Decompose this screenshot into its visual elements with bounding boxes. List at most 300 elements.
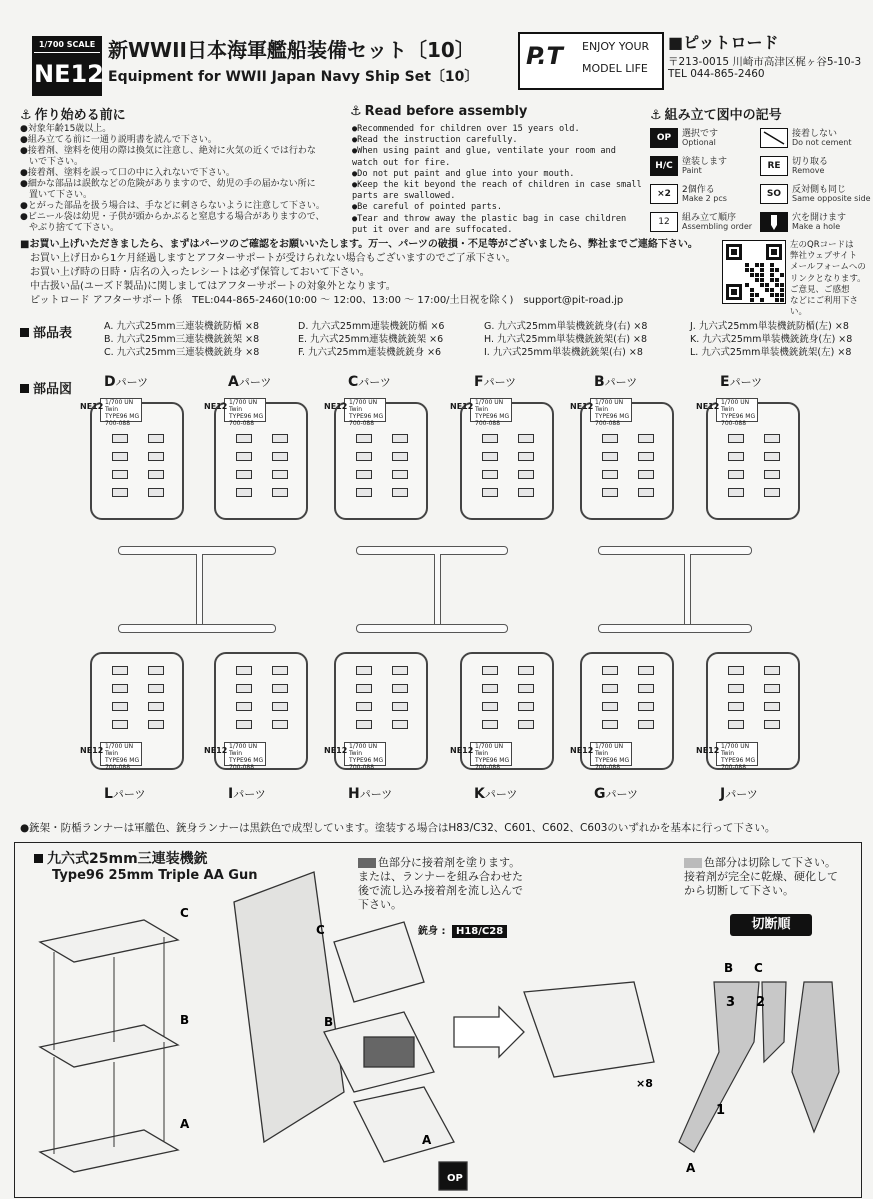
sprue-part [638, 702, 654, 711]
support-line: ピットロード アフターサポート係 TEL:044-865-2460(10:00 ～ 12:00、13:00 ～ 17:00/土日祝を除く) support@pit-road.jp [20, 295, 624, 306]
sprue-tag-line: 700-088 [475, 420, 501, 427]
sprue-code: NE12 [696, 746, 720, 755]
sprue-part [638, 488, 654, 497]
list-item: ●対象年齢15歳以上。 [20, 124, 112, 134]
sprue-code: NE12 [570, 402, 594, 411]
sprue-part [482, 434, 498, 443]
scale-badge [32, 36, 102, 96]
sprue-part [148, 434, 164, 443]
qr-note-line: ご意見、ご感想 [790, 284, 850, 295]
logo-slogan-1: ENJOY YOUR [582, 40, 650, 53]
list-item: 置いて下さい。 [20, 190, 93, 200]
sprue-tag-line: Twin TYPE96 MG [475, 406, 510, 420]
sprue-tag [590, 398, 632, 427]
sprue-part [236, 666, 252, 675]
sprue-tag-line: 1/700 UN [349, 743, 378, 750]
part-entry: G. 九六式25mm単装機銃銃身(右) ×8 [484, 321, 648, 332]
sprue-tag-line: 700-088 [105, 420, 131, 427]
part-entry: J. 九六式25mm単装機銃防楯(左) ×8 [690, 321, 849, 332]
sprue-part [482, 470, 498, 479]
parts-list-col2 [298, 320, 444, 359]
sprue-tag-line: 1/700 UN [595, 399, 624, 406]
sprue-part [392, 684, 408, 693]
sprue-bottom-4 [570, 652, 674, 771]
sprue-part [602, 488, 618, 497]
runner-bar [118, 624, 276, 633]
sprue-suffix: パーツ [233, 788, 266, 801]
before-jp-title: 作り始める前に [34, 108, 126, 123]
symbol-en: Optional [682, 138, 716, 147]
sprue-part [602, 684, 618, 693]
symbol-en: Assembling order [682, 222, 753, 231]
qr-note-line: リンクとなります。 [790, 273, 866, 284]
sprue-code: NE12 [696, 402, 720, 411]
sprue-suffix: パーツ [605, 788, 639, 801]
sprue-part [518, 666, 534, 675]
sprue-part [602, 452, 618, 461]
sprue-tag-line: 700-088 [349, 420, 375, 427]
cut-order-badge: 切断順 [730, 914, 812, 936]
sprue-part [272, 452, 288, 461]
sprue-part [518, 720, 534, 729]
title-english: Equipment for WWII Japan Navy Ship Set〔10〕 [108, 69, 479, 85]
sprue-tag-line: Twin TYPE96 MG [349, 406, 384, 420]
sprue-suffix: パーツ [483, 376, 517, 389]
sprue-letter: L [104, 786, 113, 802]
list-item: いで下さい。 [20, 157, 84, 167]
sprue-letter: K [474, 786, 485, 802]
runner-stem [434, 554, 441, 624]
part-entry: I. 九六式25mm単装機銃銃架(右) ×8 [484, 347, 643, 358]
part-entry: C. 九六式25mm三連装機銃銃身 ×8 [104, 347, 260, 358]
sprue-letter: C [348, 374, 359, 390]
cut-note-line: から切断して下さい。 [684, 884, 794, 897]
sprue-part [392, 434, 408, 443]
sprue-suffix: パーツ [604, 376, 638, 389]
cut-step-3: 3 [726, 995, 736, 1010]
sprue-part [272, 684, 288, 693]
list-item: ●Do not put paint and glue into your mouth. [352, 168, 575, 179]
runner-cut-strip-2 [762, 982, 786, 1062]
arrow-right [454, 1007, 524, 1057]
sprue-part [392, 666, 408, 675]
list-item: put it over and are suffocated. [352, 224, 513, 235]
sprue-tag [590, 742, 632, 771]
part-entry: A. 九六式25mm三連装機銃防楯 ×8 [104, 321, 259, 332]
sprue-tag-line: 700-088 [721, 420, 747, 427]
sprue-part [764, 434, 780, 443]
sprue-suffix: パーツ [238, 376, 272, 389]
sprue-part [518, 488, 534, 497]
before-en-title: Read before assembly [364, 104, 528, 119]
cut-note-text: 色部分は切除して下さい。 [704, 856, 836, 869]
symbol-jp: 選択です [682, 129, 719, 139]
runner-stem [684, 554, 691, 624]
qr-code[interactable] [722, 240, 786, 304]
sprue-part [356, 666, 372, 675]
list-item: ●Tear and throw away the plastic bag in case children [352, 213, 627, 224]
logo-slogan-2: MODEL LIFE [582, 62, 648, 75]
list-item: parts are swallowed. [352, 191, 456, 202]
sprue-part [392, 452, 408, 461]
sprue-part [356, 488, 372, 497]
sprue-part [236, 470, 252, 479]
symbol-jp: 組み立て順序 [682, 213, 737, 223]
symbol-jp: 反対側も同じ [792, 185, 847, 195]
sprue-part [392, 470, 408, 479]
sprue-tag-line: 1/700 UN [105, 399, 134, 406]
glue-note-line: 後で流し込み接着剤を流し込んで [358, 884, 523, 897]
sprue-bottom-0 [80, 652, 184, 771]
sprue-part [518, 702, 534, 711]
brand-name: ■ピットロード [668, 33, 779, 52]
sprue-tag-line: Twin TYPE96 MG [229, 406, 264, 420]
paint-icon: H/C [650, 156, 678, 176]
sprue-label-bottom [720, 786, 758, 802]
sprue-part [728, 684, 744, 693]
list-item: ●細かな部品は誤飲などの危険がありますので、幼児の手の届かない所に [20, 179, 316, 189]
symbol-jp: 接着しない [792, 129, 838, 139]
sprue-code: NE12 [204, 746, 228, 755]
sprue-code: NE12 [324, 746, 348, 755]
label-stack-b: B [180, 1013, 190, 1027]
sprue-suffix: パーツ [112, 788, 146, 801]
sprue-tag-line: 1/700 UN [475, 743, 504, 750]
sprue-tag-line: 700-088 [229, 764, 255, 771]
sprue-tag-line: 1/700 UN [229, 743, 258, 750]
sprue-code: NE12 [80, 746, 104, 755]
list-item: watch out for fire. [352, 157, 451, 168]
sprue-part [638, 684, 654, 693]
parts-diagram-title: 部品図 [33, 382, 73, 397]
cut-step-2: 2 [756, 995, 766, 1010]
sprue-tag-line: 700-088 [475, 764, 501, 771]
sprue-part [356, 720, 372, 729]
sprue-part [148, 470, 164, 479]
sprue-part [356, 702, 372, 711]
logo-mark: P.T [526, 42, 563, 70]
order-icon: 12 [650, 212, 678, 232]
sprue-part [236, 684, 252, 693]
sprue-tag [100, 742, 142, 771]
qr-note-line: などにご利用下さい。 [790, 296, 859, 318]
support-line: 中古扱い品(ユーズド製品)に関しましてはアフターサポートの対象外となります。 [20, 281, 396, 292]
sprue-part [638, 452, 654, 461]
sprue-bottom-3 [450, 652, 554, 771]
sprue-letter: E [720, 374, 730, 390]
sprue-part [728, 702, 744, 711]
times-two-icon: ×2 [650, 184, 678, 204]
assembly-drawing [14, 842, 860, 1196]
sprue-tag-line: 1/700 UN [475, 399, 504, 406]
cut-step-1: 1 [716, 1103, 726, 1118]
sprue-suffix: パーツ [725, 788, 758, 801]
sprue-tag [470, 398, 512, 427]
gun-assembly [234, 872, 654, 1190]
sprue-tag-line: 1/700 UN [105, 743, 134, 750]
symbol-legend [650, 128, 871, 238]
op-icon: OP [447, 1173, 463, 1184]
sprue-bottom-2 [324, 652, 428, 771]
parts-list-col3 [484, 320, 647, 359]
sprue-part [482, 720, 498, 729]
sprue-tag-line: Twin TYPE96 MG [105, 406, 140, 420]
sprue-part [518, 434, 534, 443]
sprue-part [112, 452, 128, 461]
before-jp-list [20, 124, 325, 234]
sprue-part [272, 702, 288, 711]
sprue-part [148, 684, 164, 693]
symbol-en: Make 2 pcs [682, 194, 727, 203]
before-en-list [352, 124, 642, 236]
sprue-edge [234, 872, 344, 1142]
runner-color-note: ●銃架・防楯ランナーは軍艦色、銃身ランナーは黒鉄色で成型しています。塗装する場合はH83/C32、C601、C602、C603のいずれかを基本に行って下さい。 [20, 822, 776, 834]
sprue-label-bottom [348, 786, 392, 802]
sprue-part [112, 434, 128, 443]
sprue-tag [224, 398, 266, 427]
sprue-top-0 [80, 399, 184, 520]
sprue-code: NE12 [570, 746, 594, 755]
sprue-tag [716, 398, 758, 427]
list-item: ●Be careful of pointed parts. [352, 202, 503, 213]
glue-note-text: 色部分に接着剤を塗ります。 [378, 856, 521, 869]
sprue-part [482, 666, 498, 675]
sprue-part [236, 488, 252, 497]
sprue-suffix: パーツ [729, 376, 763, 389]
sprue-part [602, 702, 618, 711]
before-jp-heading [20, 104, 126, 123]
sprue-tag-line: 1/700 UN [349, 399, 378, 406]
part-entry: E. 九六式25mm連装機銃銃架 ×6 [298, 334, 444, 345]
sprue-part [356, 684, 372, 693]
part-entry: B. 九六式25mm三連装機銃銃架 ×8 [104, 334, 260, 345]
sprue-tag [344, 742, 386, 771]
sprue-part [148, 488, 164, 497]
sprue-tag-line: 700-088 [721, 764, 747, 771]
sprue-tag-line: Twin TYPE96 MG [721, 750, 756, 764]
sprue-tag-line: 700-088 [229, 420, 255, 427]
sprue-tag-line: 700-088 [595, 764, 621, 771]
support-notice [20, 238, 698, 308]
part-entry: D. 九六式25mm連装機銃防楯 ×6 [298, 321, 445, 332]
sprue-bottom-5 [696, 652, 800, 771]
sprue-part [112, 488, 128, 497]
sprue-part [272, 434, 288, 443]
part-entry: F. 九六式25mm連装機銃銃身 ×6 [298, 347, 442, 358]
sprue-part [764, 470, 780, 479]
label-stack-c: C [180, 906, 189, 920]
remove-icon: RE [760, 156, 788, 176]
sprue-part [728, 666, 744, 675]
runner-bar [598, 546, 752, 555]
sprue-part [518, 452, 534, 461]
qr-note [790, 240, 873, 318]
sprue-letter: D [104, 374, 116, 390]
symbols-title: 組み立て図中の記号 [664, 108, 782, 123]
sprue-part [728, 452, 744, 461]
sprue-suffix: パーツ [359, 788, 393, 801]
sprue-tag-line: Twin TYPE96 MG [229, 750, 264, 764]
sprue-suffix: パーツ [484, 788, 518, 801]
cut-note-line: 接着剤が完全に乾燥、硬化して [684, 870, 838, 883]
sprue-tag [224, 742, 266, 771]
sprue-label-bottom [594, 786, 638, 802]
part-entry: L. 九六式25mm単装機銃銃架(左) ×8 [690, 347, 852, 358]
sprue-part [482, 702, 498, 711]
symbol-en: Same opposite side [792, 194, 871, 203]
before-en-heading [350, 104, 527, 119]
qr-note-line: メールフォームへの [790, 262, 866, 273]
list-item: ●ビニール袋は幼児・子供が頭からかぶると窒息する場合がありますので、 [20, 212, 325, 222]
sprue-label-top [104, 374, 148, 390]
runner-stem [196, 554, 203, 624]
sprue-part [112, 684, 128, 693]
part-entry: H. 九六式25mm単装機銃銃架(右) ×8 [484, 334, 648, 345]
sprue-letter: J [720, 786, 726, 802]
sprue-part [272, 720, 288, 729]
shield-a [354, 1087, 454, 1162]
cut-label-c: C [754, 961, 763, 975]
symbol-jp: 塗装します [682, 157, 728, 167]
parts-list-title: 部品表 [33, 326, 73, 341]
barrel-c [334, 922, 424, 1002]
sprue-a-tray [40, 1130, 178, 1172]
symbol-en: Do not cement [792, 138, 852, 147]
qr-note-line: 左のQRコードは [790, 240, 854, 250]
sprue-label-top [228, 374, 271, 390]
sprue-part [638, 666, 654, 675]
brand-tel: TEL 044-865-2460 [668, 68, 765, 80]
sprue-part [148, 452, 164, 461]
assembly-title-en: Type96 25mm Triple AA Gun [52, 868, 258, 883]
sprue-part [392, 488, 408, 497]
parts-list-heading [20, 322, 72, 341]
list-item: ●Keep the kit beyond the reach of children in case small [352, 180, 642, 191]
symbols-heading [650, 104, 782, 123]
sprue-part [602, 720, 618, 729]
symbol-en: Remove [792, 166, 825, 175]
sprue-part [356, 434, 372, 443]
assembly-title-jp: 九六式25mm三連装機銃 [47, 851, 208, 867]
qr-note-line: 弊社ウェブサイト [790, 251, 858, 262]
sprue-tag [344, 398, 386, 427]
sprue-letter: G [594, 786, 606, 802]
sprue-tag-line: 1/700 UN [229, 399, 258, 406]
sprue-part [482, 684, 498, 693]
sprue-letter: B [594, 374, 605, 390]
title-japanese: 新WWII日本海軍艦船装備セット〔10〕 [108, 38, 475, 62]
no-cement-icon [760, 128, 788, 148]
sprue-tag-line: Twin TYPE96 MG [595, 406, 630, 420]
runner-bar [356, 546, 508, 555]
brand-logo [518, 32, 664, 90]
anchor-icon: ⚓ [350, 104, 362, 119]
parts-list-col4 [690, 320, 852, 359]
scale-label: 1/700 SCALE [34, 38, 100, 52]
sprue-diagram [0, 370, 873, 840]
sprue-part [272, 666, 288, 675]
list-item: ●Recommended for children over 15 years old. [352, 124, 580, 134]
runner-cut-strip [679, 982, 759, 1152]
sprue-part [764, 684, 780, 693]
symbol-jp: 穴を開けます [792, 213, 847, 223]
list-item: ●接着剤、塗料を使用の際は換気に注意し、絶対に火気の近くでは行わな [20, 146, 316, 156]
sprue-tag-line: 700-088 [349, 764, 375, 771]
sprue-tag-line: Twin TYPE96 MG [105, 750, 140, 764]
sprue-part [272, 488, 288, 497]
support-line: お買い上げ日から1ケ月経過しますとアフターサポートが受けられない場合もございますのでご了承下さい。 [20, 253, 516, 264]
optional-icon: OP [650, 128, 678, 148]
runner-bar [598, 624, 752, 633]
sprue-tag-line: Twin TYPE96 MG [595, 750, 630, 764]
sprue-part [482, 452, 498, 461]
sprue-tag [716, 742, 758, 771]
sprue-part [638, 470, 654, 479]
sprue-top-4 [570, 399, 674, 520]
sprue-top-5 [696, 399, 800, 520]
label-center-c: C [316, 923, 325, 937]
cut-label-a: A [686, 1161, 696, 1175]
sprue-part [112, 720, 128, 729]
list-item: ●When using paint and glue, ventilate your room and [352, 146, 616, 157]
sprue-part [518, 684, 534, 693]
parts-list-col1 [104, 320, 259, 359]
sprue-part [638, 720, 654, 729]
completed-gun [524, 982, 654, 1077]
sprue-part [602, 470, 618, 479]
sprue-suffix: パーツ [115, 376, 149, 389]
sprue-b-tray [40, 1025, 178, 1067]
sprue-part [764, 720, 780, 729]
same-side-icon: SO [760, 184, 788, 204]
sprue-tag-line: 1/700 UN [721, 743, 750, 750]
sprue-code: NE12 [80, 402, 104, 411]
sprue-letter: A [228, 374, 239, 390]
list-item: ●とがった部品を扱う場合は、手などに刺さらないように注意して下さい。 [20, 201, 325, 211]
symbol-en: Make a hole [792, 222, 841, 231]
sprue-label-top [720, 374, 762, 390]
sprue-tag-line: 1/700 UN [595, 743, 624, 750]
list-item: ●接着剤、塗料を誤って口の中に入れないで下さい。 [20, 168, 235, 178]
glue-area [364, 1037, 414, 1067]
symbol-jp: 切り取る [792, 157, 829, 167]
sprue-suffix: パーツ [358, 376, 391, 389]
sprue-part [764, 488, 780, 497]
sprue-tag-line: Twin TYPE96 MG [349, 750, 384, 764]
sprue-letter: H [348, 786, 360, 802]
support-line: ■お買い上げいただきましたら、まずはパーツのご確認をお願いいたします。万一、パーツの破損・不足等がございましたら、弊社までご連絡下さい。 [20, 239, 698, 250]
drill-icon [760, 212, 788, 232]
label-center-a: A [422, 1133, 432, 1147]
sprue-top-2 [324, 399, 428, 520]
sprue-part [112, 702, 128, 711]
sprue-code: NE12 [204, 402, 228, 411]
sprue-tag [470, 742, 512, 771]
runner-side-view [792, 982, 839, 1132]
support-line: お買い上げ時の日時・店名の入ったレシートは必ず保管しておいて下さい。 [20, 267, 370, 278]
symbol-jp: 2個作る [682, 185, 715, 195]
sprue-part [148, 720, 164, 729]
sprue-part [112, 470, 128, 479]
sprue-part [356, 470, 372, 479]
glue-note-line: または、ランナーを組み合わせた [358, 870, 523, 883]
cut-label-b: B [724, 961, 734, 975]
sprue-letter: I [228, 786, 234, 802]
sprue-tag-line: 700-088 [595, 420, 621, 427]
sprue-part [236, 702, 252, 711]
sprue-c-tray [40, 920, 178, 962]
sprue-label-bottom [228, 786, 266, 802]
